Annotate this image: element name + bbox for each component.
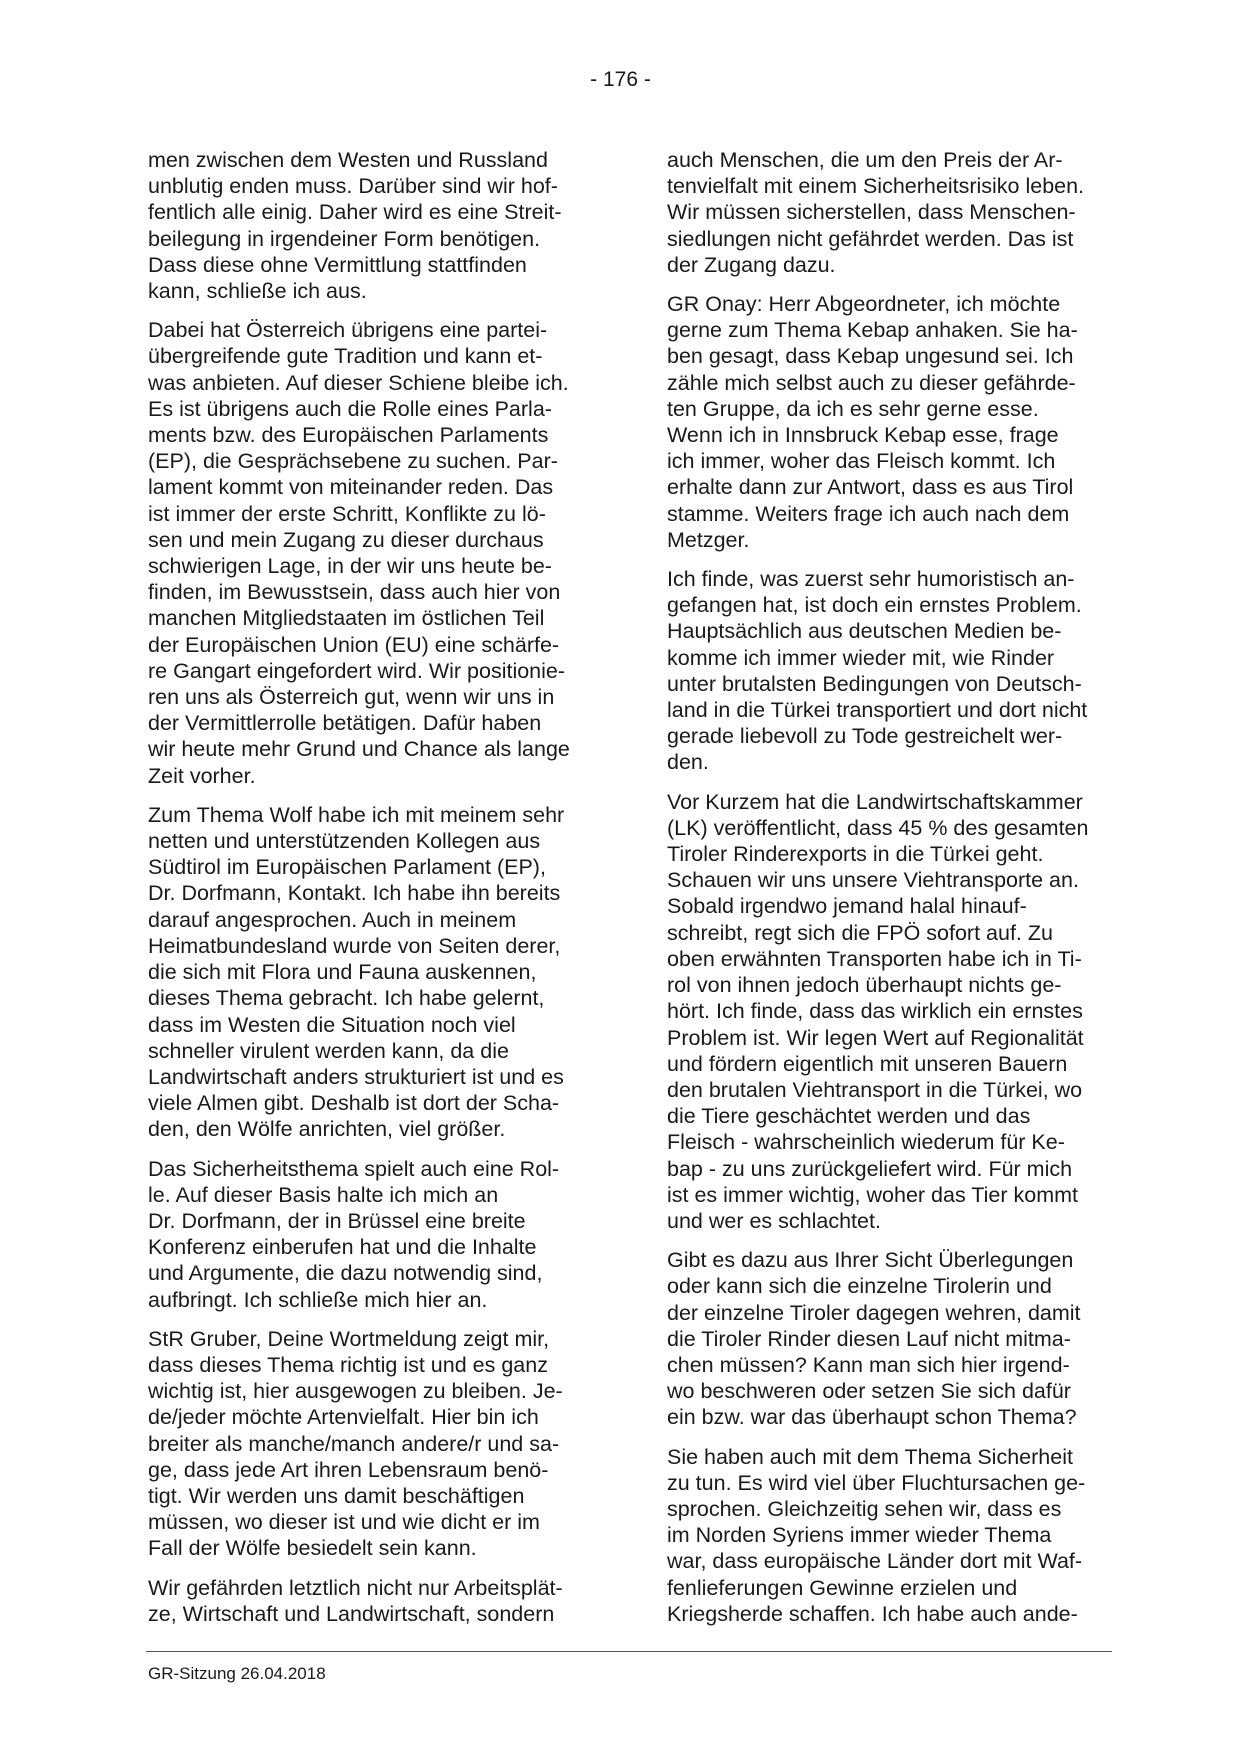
footer-session-date: GR-Sitzung 26.04.2018: [148, 1664, 326, 1683]
text-line: ze, Wirtschaft und Landwirtschaft, sondern: [148, 1601, 555, 1626]
text-line: unblutig enden muss. Darüber sind wir hof-: [148, 174, 558, 199]
text-line: Wenn ich in Innsbruck Kebap esse, frage: [667, 423, 1059, 448]
text-line: breiter als manche/manch andere/r und sa-: [148, 1431, 560, 1456]
text-line: und fördern eigentlich mit unseren Bauern: [667, 1051, 1068, 1076]
text-line: Es ist übrigens auch die Rolle eines Parla-: [148, 396, 552, 421]
left-column: [148, 147, 608, 1640]
text-line: manchen Mitgliedstaaten im östlichen Teil: [148, 606, 545, 631]
text-line: Heimatbundesland wurde von Seiten derer,: [148, 933, 561, 958]
text-line: Problem ist. Wir legen Wert auf Regionalität: [667, 1025, 1084, 1050]
paragraph: [148, 802, 608, 1143]
text-line: Tiroler Rinderexports in die Türkei geht.: [667, 842, 1044, 867]
text-line: fentlich alle einig. Daher wird es eine Streit-: [148, 200, 562, 225]
text-line: Südtirol im Europäischen Parlament (EP),: [148, 855, 546, 880]
text-line: kann, schließe ich aus.: [148, 279, 367, 304]
text-line: Dass diese ohne Vermittlung stattfinden: [148, 252, 527, 277]
text-line: aufbringt. Ich schließe mich hier an.: [148, 1287, 488, 1312]
text-line: viele Almen gibt. Deshalb ist dort der Scha-: [148, 1091, 560, 1116]
text-line: Sie haben auch mit dem Thema Sicherheit: [667, 1444, 1073, 1469]
text-line: der einzelne Tiroler dagegen wehren, damit: [667, 1300, 1081, 1325]
text-line: ge, dass jede Art ihren Lebensraum benö-: [148, 1457, 549, 1482]
text-line: den brutalen Viehtransport in die Türkei, wo: [667, 1077, 1083, 1102]
text-line: Konferenz einberufen hat und die Inhalte: [148, 1235, 537, 1260]
text-line: Metzger.: [667, 527, 750, 552]
text-line: StR Gruber, Deine Wortmeldung zeigt mir,: [148, 1326, 550, 1351]
text-line: gefangen hat, ist doch ein ernstes Problem.: [667, 593, 1082, 618]
text-line: gerade liebevoll zu Tode gestreichelt wer-: [667, 724, 1063, 749]
paragraph: [667, 1444, 1127, 1627]
text-line: ben gesagt, dass Kebap ungesund sei. Ich: [667, 344, 1074, 369]
text-line: ments bzw. des Europäischen Parlaments: [148, 423, 549, 448]
text-line: tenvielfalt mit einem Sicherheitsrisiko leben.: [667, 174, 1085, 199]
text-line: was anbieten. Auf dieser Schiene bleibe ich.: [148, 370, 569, 395]
text-line: der Zugang dazu.: [667, 252, 836, 277]
text-line: dieses Thema gebracht. Ich habe gelernt,: [148, 986, 545, 1011]
text-line: Fall der Wölfe besiedelt sein kann.: [148, 1536, 477, 1561]
text-line: beilegung in irgendeiner Form benötigen.: [148, 226, 541, 251]
text-line: war, dass europäische Länder dort mit Waf-: [667, 1549, 1083, 1574]
text-line: und wer es schlachtet.: [667, 1208, 881, 1233]
text-line: der Vermittlerrolle betätigen. Dafür haben: [148, 711, 542, 736]
paragraph: [667, 566, 1127, 776]
paragraph: [667, 789, 1127, 1234]
text-line: GR Onay: Herr Abgeordneter, ich möchte: [667, 292, 1061, 317]
text-line: oben erwähnten Transporten habe ich in Ti-: [667, 946, 1082, 971]
text-line: gerne zum Thema Kebap anhaken. Sie ha-: [667, 318, 1078, 343]
text-line: sprochen. Gleichzeitig sehen wir, dass es: [667, 1496, 1062, 1521]
footer-divider: [146, 1651, 1112, 1652]
text-line: die Tiere geschächtet werden und das: [667, 1104, 1031, 1129]
text-line: stamme. Weiters frage ich auch nach dem: [667, 501, 1070, 526]
text-line: Wir müssen sicherstellen, dass Menschen-: [667, 200, 1076, 225]
text-line: Landwirtschaft anders strukturiert ist und es: [148, 1064, 564, 1089]
paragraph: [148, 1326, 608, 1562]
text-line: Vor Kurzem hat die Landwirtschaftskammer: [667, 789, 1083, 814]
text-line: im Norden Syriens immer wieder Thema: [667, 1523, 1052, 1548]
text-line: komme ich immer wieder mit, wie Rinder: [667, 645, 1055, 670]
text-line: ren uns als Österreich gut, wenn wir uns in: [148, 685, 555, 710]
text-line: ist es immer wichtig, woher das Tier kommt: [667, 1182, 1078, 1207]
text-line: müssen, wo dieser ist und wie dicht er im: [148, 1510, 540, 1535]
text-line: schneller virulent werden kann, da die: [148, 1038, 509, 1063]
text-line: Gibt es dazu aus Ihrer Sicht Überlegungen: [667, 1248, 1074, 1273]
text-line: Zeit vorher.: [148, 763, 256, 788]
text-line: Kriegsherde schaffen. Ich habe auch ande-: [667, 1601, 1078, 1626]
text-line: Wir gefährden letztlich nicht nur Arbeitsplät-: [148, 1575, 563, 1600]
text-line: ist immer der erste Schritt, Konflikte zu lö-: [148, 501, 546, 526]
text-line: der Europäischen Union (EU) eine schärfe-: [148, 632, 560, 657]
text-line: wir heute mehr Grund und Chance als lange: [148, 737, 570, 762]
text-line: fenlieferungen Gewinne erzielen und: [667, 1575, 1018, 1600]
text-line: ten Gruppe, da ich es sehr gerne esse.: [667, 396, 1039, 421]
text-line: erhalte dann zur Antwort, dass es aus Tirol: [667, 475, 1074, 500]
text-line: (LK) veröffentlicht, dass 45 % des gesamten: [667, 815, 1089, 840]
text-line: men zwischen dem Westen und Russland: [148, 148, 548, 172]
text-line: zu tun. Es wird viel über Fluchtursachen ge-: [667, 1470, 1086, 1495]
text-line: auch Menschen, die um den Preis der Ar-: [667, 148, 1063, 172]
text-line: oder kann sich die einzelne Tirolerin und: [667, 1274, 1052, 1299]
text-line: und Argumente, die dazu notwendig sind,: [148, 1261, 543, 1286]
text-line: darauf angesprochen. Auch in meinem: [148, 907, 517, 932]
text-line: die sich mit Flora und Fauna auskennen,: [148, 960, 537, 985]
text-line: Fleisch - wahrscheinlich wiederum für Ke-: [667, 1130, 1065, 1155]
text-line: Ich finde, was zuerst sehr humoristisch an-: [667, 567, 1075, 592]
text-line: zähle mich selbst auch zu dieser gefährde-: [667, 370, 1076, 395]
text-line: schreibt, regt sich die FPÖ sofort auf. Zu: [667, 920, 1053, 945]
text-line: netten und unterstützenden Kollegen aus: [148, 829, 541, 854]
text-line: Zum Thema Wolf habe ich mit meinem sehr: [148, 802, 565, 827]
text-line: Schauen wir uns unsere Viehtransporte an.: [667, 868, 1079, 893]
text-line: Hauptsächlich aus deutschen Medien be-: [667, 619, 1062, 644]
paragraph: [148, 147, 608, 304]
text-line: die Tiroler Rinder diesen Lauf nicht mitma-: [667, 1326, 1071, 1351]
paragraph: [667, 291, 1127, 553]
text-line: hört. Ich finde, dass das wirklich ein ernstes: [667, 999, 1083, 1024]
text-line: re Gangart eingefordert wird. Wir positionie-: [148, 658, 566, 683]
text-line: bap - zu uns zurückgeliefert wird. Für mich: [667, 1156, 1073, 1181]
text-line: dass dieses Thema richtig ist und es ganz: [148, 1352, 548, 1377]
text-line: le. Auf dieser Basis halte ich mich an: [148, 1182, 499, 1207]
text-line: Das Sicherheitsthema spielt auch eine Rol-: [148, 1156, 560, 1181]
text-line: wichtig ist, hier ausgewogen zu bleiben. Je-: [148, 1379, 563, 1404]
text-line: Sobald irgendwo jemand halal hinauf-: [667, 894, 1027, 919]
text-line: lament kommt von miteinander reden. Das: [148, 475, 554, 500]
paragraph: [667, 147, 1127, 278]
right-column: [667, 147, 1127, 1640]
text-line: (EP), die Gesprächsebene zu suchen. Par-: [148, 449, 558, 474]
text-line: de/jeder möchte Artenvielfalt. Hier bin ich: [148, 1405, 539, 1430]
text-line: ein bzw. war das überhaupt schon Thema?: [667, 1405, 1077, 1430]
text-line: siedlungen nicht gefährdet werden. Das ist: [667, 226, 1074, 251]
text-line: den, den Wölfe anrichten, viel größer.: [148, 1117, 506, 1142]
text-line: den.: [667, 750, 709, 775]
text-line: chen müssen? Kann man sich hier irgend-: [667, 1352, 1070, 1377]
text-line: ich immer, woher das Fleisch kommt. Ich: [667, 449, 1056, 474]
text-line: dass im Westen die Situation noch viel: [148, 1012, 516, 1037]
text-line: Dabei hat Österreich übrigens eine partei-: [148, 318, 548, 343]
text-line: tigt. Wir werden uns damit beschäftigen: [148, 1483, 525, 1508]
text-line: Dr. Dorfmann, der in Brüssel eine breite: [148, 1208, 526, 1233]
text-line: wo beschweren oder setzen Sie sich dafür: [667, 1379, 1071, 1404]
paragraph: [667, 1247, 1127, 1430]
paragraph: [148, 1575, 608, 1627]
text-line: rol von ihnen jedoch überhaupt nichts ge-: [667, 973, 1062, 998]
text-line: unter brutalsten Bedingungen von Deutsch-: [667, 671, 1082, 696]
text-line: land in die Türkei transportiert und dort nicht: [667, 698, 1088, 723]
paragraph: [148, 317, 608, 789]
text-line: übergreifende gute Tradition und kann et-: [148, 344, 543, 369]
page-number: - 176 -: [590, 68, 651, 91]
paragraph: [148, 1156, 608, 1313]
text-line: finden, im Bewusstsein, dass auch hier von: [148, 580, 561, 605]
text-line: sen und mein Zugang zu dieser durchaus: [148, 527, 544, 552]
text-line: Dr. Dorfmann, Kontakt. Ich habe ihn bereits: [148, 881, 561, 906]
text-line: schwierigen Lage, in der wir uns heute be-: [148, 554, 552, 579]
